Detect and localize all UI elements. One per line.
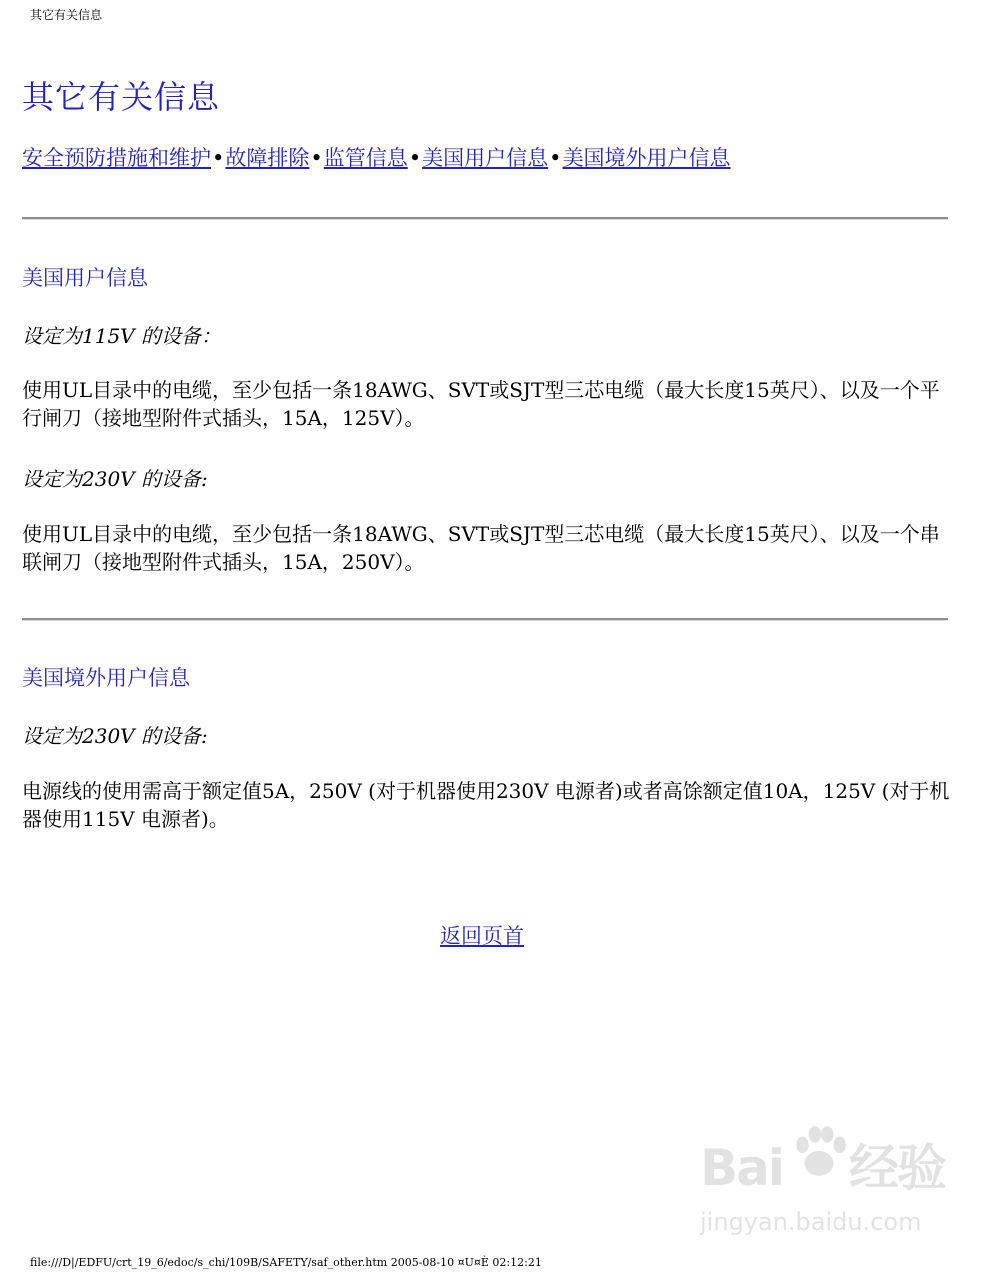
setting-label-115v: 设定为115V 的设备： xyxy=(22,324,221,348)
nav-separator: • xyxy=(408,146,422,170)
divider xyxy=(22,618,948,621)
nav-link-usa-users[interactable]: 美国用户信息 xyxy=(422,146,549,170)
nav-link-safety[interactable]: 安全预防措施和维护 xyxy=(22,146,211,170)
paragraph-power-cord-rating: 电源线的使用需高于额定值5A，250V (对于机器使用230V 电源者)或者高馀额定值10A，125V (对于机器使用115V 电源者)。 xyxy=(22,779,950,831)
nav-bar xyxy=(22,142,731,172)
page-header-title: 其它有关信息 xyxy=(30,8,103,22)
watermark-logo-text: Bai 经验 xyxy=(700,1139,945,1197)
paragraph-230v-cable: 使用UL目录中的电缆，至少包括一条18AWG、SVT或SJT型三芯电缆（最大长度15英尺）、以及一个串联闸刀（接地型附件式插头，15A，250V）。 xyxy=(22,522,940,574)
back-to-top-link[interactable]: 返回页首 xyxy=(440,924,524,948)
nav-link-outside-usa-users[interactable]: 美国境外用户信息 xyxy=(562,146,731,170)
nav-separator: • xyxy=(310,146,323,170)
baidu-jingyan-watermark xyxy=(700,1128,950,1248)
setting-label-230v: 设定为230V 的设备: xyxy=(22,467,208,491)
nav-link-troubleshooting[interactable]: 故障排除 xyxy=(225,146,310,170)
paragraph-115v-cable: 使用UL目录中的电缆，至少包括一条18AWG、SVT或SJT型三芯电缆（最大长度15英尺）、以及一个平行闸刀（接地型附件式插头，15A，125V）。 xyxy=(22,378,940,430)
page-title: 其它有关信息 xyxy=(22,78,221,116)
watermark-url: jingyan.baidu.com xyxy=(700,1208,922,1236)
nav-separator: • xyxy=(212,146,225,170)
nav-separator: • xyxy=(549,146,562,170)
paw-icon xyxy=(788,1122,850,1184)
section-heading-outside-usa: 美国境外用户信息 xyxy=(22,666,190,690)
section-heading-usa: 美国用户信息 xyxy=(22,266,148,290)
setting-label-230v-outside: 设定为230V 的设备: xyxy=(22,724,208,748)
divider xyxy=(22,217,948,220)
page-footer-path: file:///D|/EDFU/crt_19_6/edoc/s_chi/109B/SAFETY/saf_other.htm 2005-08-10 ¤U¤È 02:12:21 xyxy=(30,1256,542,1269)
nav-link-regulatory[interactable]: 监管信息 xyxy=(323,146,408,170)
